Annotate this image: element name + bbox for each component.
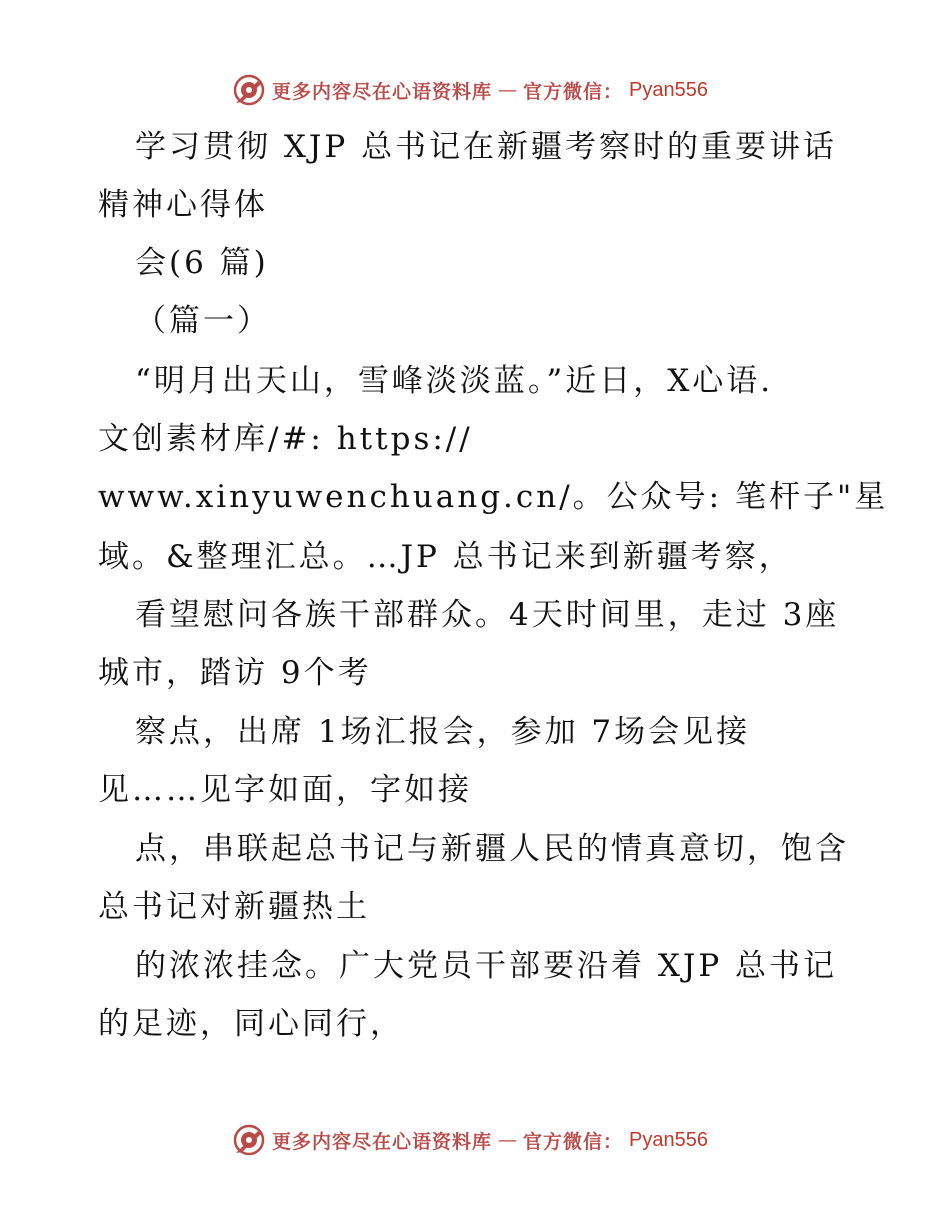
body-line: 点，串联起总书记与新疆人民的情真意切，饱含	[135, 831, 849, 867]
body-line: 见……见字如面，字如接	[98, 772, 472, 808]
body-line: “明月出天山，雪峰淡淡蓝。”近日，X心语.	[135, 363, 774, 399]
body-line: 文创素材库/#: https://	[98, 421, 473, 457]
banner-title: 更多内容尽在心语资料库	[272, 80, 493, 103]
banner-wechat-label: 官方微信：	[523, 1130, 624, 1153]
header-banner	[232, 70, 708, 110]
title-line-3: 会(6 篇)	[135, 245, 269, 281]
banner-wechat-label: 官方微信：	[523, 80, 624, 103]
body-line: 域。&整理汇总。…JP 总书记来到新疆考察，	[98, 539, 793, 575]
section-heading: （篇一）	[135, 303, 271, 339]
banner-title: 更多内容尽在心语资料库	[272, 1130, 493, 1153]
body-line: 城市，踏访 9个考	[98, 655, 372, 691]
body-line: 看望慰问各族干部群众。4天时间里，走过 3座	[135, 597, 840, 633]
quill-in-circle-logo	[232, 1123, 266, 1157]
body-line: 察点，出席 1场汇报会，参加 7场会见接	[135, 714, 751, 750]
body-line: 总书记对新疆热土	[98, 889, 370, 925]
body-line: 的浓浓挂念。广大党员干部要沿着 XJP 总书记	[135, 948, 838, 984]
banner-dash: —	[498, 79, 518, 101]
banner-wechat-id: Pyan556	[629, 1128, 708, 1151]
banner-wechat-id: Pyan556	[629, 78, 708, 101]
body-line: 的足迹，同心同行，	[98, 1006, 404, 1042]
title-line-2: 精神心得体	[98, 187, 268, 223]
title-line-1: 学习贯彻 XJP 总书记在新疆考察时的重要讲话	[135, 129, 838, 165]
footer-banner	[232, 1120, 708, 1160]
quill-in-circle-logo	[232, 73, 266, 107]
body-line: www.xinyuwenchuang.cn/。公众号: 笔杆子"星	[98, 479, 889, 515]
banner-dash: —	[498, 1129, 518, 1151]
